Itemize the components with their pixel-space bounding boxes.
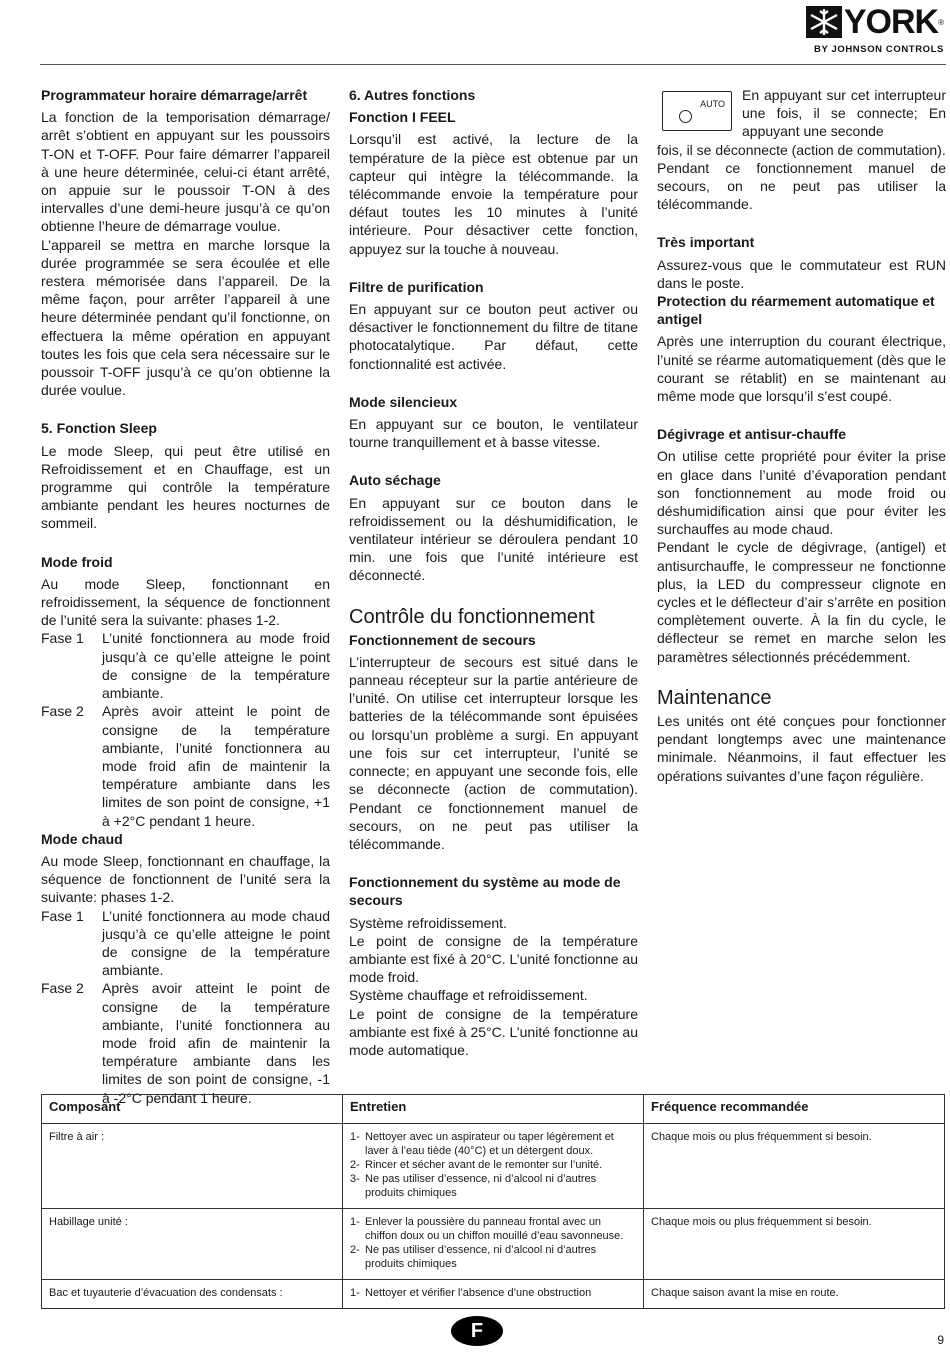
paragraph: fois, il se déconnecte (action de commutation). <box>657 141 946 158</box>
phase-label: Fase 1 <box>41 630 84 647</box>
paragraph: Système refroidissement. <box>349 914 507 931</box>
phase-item <box>41 979 330 1106</box>
phase-label: Fase 2 <box>41 980 84 997</box>
maintenance-table <box>41 1094 945 1309</box>
table-cell-component: Filtre à air : <box>42 1124 343 1209</box>
snowflake-logo-icon <box>806 6 842 38</box>
table-cell-frequency: Chaque mois ou plus fréquemment si besoin. <box>644 1209 945 1280</box>
phase-text: Après avoir atteint le point de consigne de la température ambiante, l’unité fonctionnera au mode froid afin de maintenir la température ambiante dans les limites de son point de consigne, -1 à -2°C pendant 1 heure. <box>102 980 330 1106</box>
paragraph: Au mode Sleep, fonctionnant en refroidissement, la séquence de fonctionnent de l’unité sera la suivante: phases 1-2. <box>41 575 330 629</box>
brand-subtitle: BY JOHNSON CONTROLS <box>814 44 944 55</box>
paragraph: Pendant ce fonctionnement manuel de secours, on ne peut pas utiliser la télécommande. <box>657 159 946 213</box>
step-item: 2- Ne pas utiliser d’essence, ni d’alcool ni d’autres produits chimiques <box>350 1244 597 1270</box>
paragraph: Le mode Sleep, qui peut être utilisé en Refroidissement et en Chauffage, est un programme qui contrôle la température ambiante pendant les heures nocturnes de sommeil. <box>41 442 330 532</box>
phase-text: L’unité fonctionnera au mode chaud jusqu’à ce qu’elle atteigne le point de consigne de la température ambiante. <box>102 907 330 979</box>
column-header: Entretien <box>343 1095 644 1124</box>
table-row <box>42 1124 945 1209</box>
page-number: 9 <box>937 1333 944 1347</box>
phase-item <box>41 907 330 980</box>
heading-mode-chaud: Mode chaud <box>41 830 123 847</box>
table-cell-maintenance <box>343 1209 644 1280</box>
switch-button-icon <box>679 110 692 123</box>
step-item: 1- Nettoyer avec un aspirateur ou taper légèrement et laver à l’eau tiède (40°C) et un détergent doux. <box>350 1131 614 1157</box>
heading-mode-froid: Mode froid <box>41 553 113 570</box>
paragraph: Système chauffage et refroidissement. <box>349 987 588 1004</box>
phase-label: Fase 2 <box>41 703 84 720</box>
step-item: 1- Enlever la poussière du panneau frontal avec un chiffon doux ou un chiffon mouillé d’eau savonneuse. <box>350 1216 624 1242</box>
paragraph: Au mode Sleep, fonctionnant en chauffage, la séquence de fonctionnent de l’unité sera la suivante: phases 1-2. <box>41 852 330 906</box>
paragraph: Après une interruption du courant électrique, l’unité se réarme automatiquement (dès que le courant se rétablit) en se maintenant au même mode que lorsqu’il s’est coupé. <box>657 333 946 405</box>
phase-item <box>41 629 330 702</box>
auto-switch-block <box>657 86 946 141</box>
phase-label: Fase 1 <box>41 907 84 924</box>
paragraph: Le point de consigne de la température ambiante est fixé à 20°C. L’unité fonctionne au mode froid. <box>349 932 638 986</box>
york-logo: YORK ® BY JOHNSON CONTROLS <box>794 4 944 55</box>
paragraph: Lorsqu’il est activé, la lecture de la température de la pièce est obtenue par un capteur qui intègre la télécommande. la télécommande envoie la température pour défaut toutes les 10 minutes à l’unité intérieure. Pour désactiver cette fonction, appuyez sur la touche à nouveau. <box>349 131 638 257</box>
table-row <box>42 1280 945 1309</box>
paragraph: La fonction de la temporisation démarrage/ arrêt s’obtient en appuyant sur les poussoirs T-ON et T-OFF. Pour faire démarrer l’appareil à une heure déterminée, celui-ci étant arrêté, on appuie sur le poussoir T-ON à des intervalles d’une demi-heure jusqu’à ce qu’on obtienne l’heure de démarrage voulue. <box>41 109 330 235</box>
table-header-row <box>42 1095 945 1124</box>
paragraph: On utilise cette propriété pour éviter la prise en glace dans l’unité d’évaporation pendant son fonctionnement au mode froid ou déshumidification ainsi que pour éviter les surchauffes au mode chaud. <box>657 448 946 538</box>
paragraph: Pendant le cycle de dégivrage, (antigel) et antisurchauffe, le compresseur ne fonctionne plus, la LED du compresseur clignote en cycles et le déflecteur d’air s’arrête en position complètement ouverte. À la fin du cycle, le déflecteur se remet en marche selon les paramètres sélectionnés précédemment. <box>657 539 946 665</box>
paragraph: Assurez-vous que le commutateur est RUN dans le poste. <box>657 256 946 291</box>
paragraph: Le point de consigne de la température ambiante est fixé à 25°C. L’unité fonctionne au mode automatique. <box>349 1005 638 1058</box>
column-header: Fréquence recommandée <box>644 1095 945 1124</box>
heading-mode-silencieux: Mode silencieux <box>349 393 458 410</box>
auto-switch-label: AUTO <box>700 99 725 109</box>
table-row <box>42 1209 945 1280</box>
phase-item <box>41 702 330 829</box>
heading-fonctionnement-secours: Fonctionnement de secours <box>349 631 536 648</box>
step-item: 2- Rincer et sécher avant de le remonter sur l’unité. <box>350 1159 603 1171</box>
section-title-controle: Contrôle du fonctionnement <box>349 605 595 628</box>
paragraph: En appuyant sur ce bouton peut activer ou désactiver le fonctionnement du filtre de titane photocatalytique. Par défaut, cette fonctionnalité est activée. <box>349 301 638 372</box>
header-divider <box>40 64 946 65</box>
table-cell-component: Bac et tuyauterie d’évacuation des condensats : <box>42 1280 343 1309</box>
table-cell-maintenance <box>343 1280 644 1309</box>
language-badge: F <box>451 1316 503 1346</box>
paragraph-start: En appuyant sur cet interrupteur une fois, il se connecte; En appuyant une seconde <box>742 87 946 140</box>
paragraph: L’interrupteur de secours est situé dans le panneau récepteur sur la partie antérieure de l’unité. On utilise cet interrupteur lorsque les batteries de la télécommande sont épuisées ou lorsqu’un problème a surgi. En appuyant une fois sur cet interrupteur, l’unité se connecte; en appuyant une seconde fois, elle se déconnecte (action de commutation). Pendant ce fonctionnement manuel de secours, on ne peut pas utiliser la télécommande. <box>349 653 638 852</box>
step-item: 3- Ne pas utiliser d’essence, ni d’alcool ni d’autres produits chimiques <box>350 1173 597 1199</box>
heading-systeme-secours: Fonctionnement du système au mode de secours <box>349 874 621 909</box>
heading-tres-important: Très important <box>657 234 755 251</box>
heading-autres-fonctions: 6. Autres fonctions <box>349 87 476 103</box>
brand-name: YORK <box>843 3 939 41</box>
table-cell-frequency: Chaque mois ou plus fréquemment si besoin. <box>644 1124 945 1209</box>
heading-filtre-purification: Filtre de purification <box>349 278 484 295</box>
paragraph: Les unités ont été conçues pour fonctionner pendant longtemps avec une maintenance minimale. Néanmoins, il faut effectuer les opérations suivantes d’une façon régulière. <box>657 712 946 784</box>
step-item: 1- Nettoyer et vérifier l’absence d’une obstruction <box>350 1287 592 1299</box>
column-1 <box>41 86 330 1107</box>
section-title-maintenance: Maintenance <box>657 686 772 709</box>
column-2 <box>349 86 638 1059</box>
paragraph: L’appareil se mettra en marche lorsque la durée programmée se sera écoulée et elle restera mémorisée dans l’appareil. De la même façon, pour arrêter l’appareil à une heure déterminée pendant qu’il fonctionne, on effectuera la même opération en appuyant toutes les fois que cela sera nécessaire sur le poussoir T-OFF jusqu’à ce qu’on obtienne la durée voulue. <box>41 236 330 399</box>
auto-switch-illustration <box>662 91 732 131</box>
table-cell-frequency: Chaque saison avant la mise en route. <box>644 1280 945 1309</box>
paragraph: En appuyant sur ce bouton, le ventilateur tourne tranquillement et à basse vitesse. <box>349 416 638 451</box>
heading-degivrage: Dégivrage et antisur-chauffe <box>657 426 847 443</box>
column-3 <box>657 86 946 785</box>
heading-programmateur: Programmateur horaire démarrage/arrêt <box>41 87 308 103</box>
table-cell-component: Habillage unité : <box>42 1209 343 1280</box>
heading-protection-rearmement: Protection du réarmement automatique et antigel <box>657 293 935 328</box>
table-cell-maintenance <box>343 1124 644 1209</box>
heading-i-feel: Fonction I FEEL <box>349 109 456 126</box>
heading-auto-sechage: Auto séchage <box>349 472 441 489</box>
phase-text: L’unité fonctionnera au mode froid jusqu’à ce qu’elle atteigne le point de consigne de la température ambiante. <box>102 630 330 702</box>
phase-text: Après avoir atteint le point de consigne de la température ambiante, l’unité fonctionnera au mode froid afin de maintenir la température ambiante dans les limites de son point de consigne, +1 à +2°C pendant 1 heure. <box>102 703 330 829</box>
column-header: Composant <box>42 1095 343 1124</box>
paragraph: En appuyant sur ce bouton dans le refroidissement ou la déshumidification, le ventilateur intérieur se déroulera pendant 10 min. une fois que l’unité intérieure est déconnecté. <box>349 494 638 584</box>
heading-fonction-sleep: 5. Fonction Sleep <box>41 420 157 437</box>
